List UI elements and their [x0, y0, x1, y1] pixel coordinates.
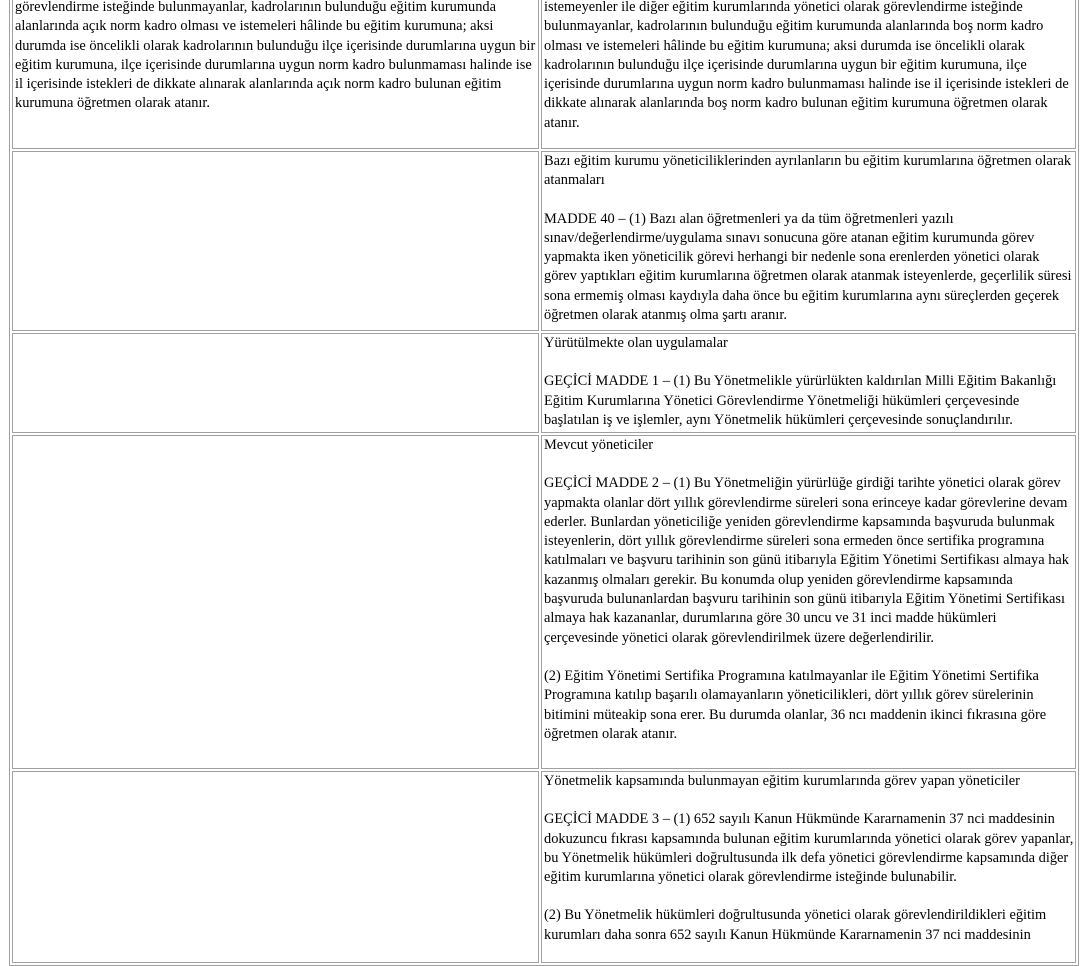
- paragraph: GEÇİCİ MADDE 3 – (1) 652 sayılı Kanun Hükmünde Kararnamenin 37 nci maddesinin dokuzuncu fıkrası kapsamında bulunan eğitim kurumlarında yönetici olarak görev yapanlar, bu Yönetmelik hükümleri doğrultusunda ilk defa yönetici görevlendirme kapsamında diğer eğitim kurumlarına yönetici olarak görevlendirme isteğinde bulunabilir.: [544, 811, 1074, 886]
- paragraph: istemeyenler ile diğer eğitim kurumlarında yönetici olarak görevlendirme isteğinde bulunmayanlar, kadrolarının bulunduğu eğitim kurumunda alanlarında boş norm kadro olması ve istemeleri hâlinde bu eğitim kurumuna; aksi durumda ise öncelikli olarak kadrolarının bulunduğu ilçe içerisinde durumlarına uygun bir eğitim kurumuna, ilçe içerisinde durumlarına uygun norm kadro bulunmaması halinde ise il içerisinde istekleri de dikkate alınarak alanlarında boş norm kadro bulunan eğitim kurumuna öğretmen olarak atanır.: [544, 0, 1069, 131]
- table-row: [12, 151, 1076, 331]
- paragraph-gap: [544, 887, 1074, 906]
- new-text-cell: [541, 151, 1076, 331]
- old-text-cell: [12, 771, 539, 963]
- table-row: [12, 0, 1076, 149]
- section-heading: Yürütülmekte olan uygulamalar: [544, 335, 728, 351]
- paragraph: GEÇİCİ MADDE 2 – (1) Bu Yönetmeliğin yürürlüğe girdiği tarihte yönetici olarak görev yapmakta olanlar dört yıllık görevlendirme süreleri sona erinceye kadar görevlerine devam ederler. Bunlardan yöneticiliğe yeniden görevlendirme kapsamında başvuruda bulunmak isteyenlerin, dört yıllık görevlendirme süreleri sona ermeden önce sertifika programına katılmaları ve başvuru tarihinin son günü itibarıyla Eğitim Yönetimi Sertifikası almaya hak kazanmış olmaları gerekir. Bu konumda olup yeniden görevlendirme kapsamında başvuruda bulunanlardan başvuru tarihinin son günü itibarıyla Eğitim Yönetimi Sertifikası almaya hak kazananlar, durumlarına göre 30 uncu ve 31 inci madde hükümleri çerçevesinde yönetici olarak görevlendirilmek üzere değerlendirilir.: [544, 475, 1070, 646]
- old-text-cell: [12, 0, 539, 149]
- old-text-cell: [12, 333, 539, 433]
- paragraph: (2) Eğitim Yönetimi Sertifika Programına katılmayanlar ile Eğitim Yönetimi Sertifika Programına katılıp başarılı olamayanların yöneticilikleri, dört yıllık görev sürelerinin bitimini müteakip sona erer. Bu durumda olanlar, 36 ncı maddenin ikinci fıkrasına göre öğretmen olarak atanır.: [544, 667, 1047, 742]
- comparison-table-body: [12, 0, 1076, 963]
- old-text-cell: [12, 435, 539, 769]
- paragraph: GEÇİCİ MADDE 1 – (1) Bu Yönetmelikle yürürlükten kaldırılan Milli Eğitim Bakanlığı Eğitim Kurumlarına Yönetici Görevlendirme Yönetmeliği hükümleri çerçevesinde başlatılan iş ve işlemler, aynı Yönetmelik hükümleri çerçevesinde sonuçlandırılır.: [544, 373, 1057, 428]
- comparison-table: [9, 0, 1079, 966]
- table-row: [12, 333, 1076, 433]
- paragraph: görevlendirme isteğinde bulunmayanlar, kadrolarının bulunduğu eğitim kurumunda alanlarında açık norm kadro olması ve istemeleri hâlinde bu eğitim kurumuna; aksi durumda ise öncelikli olarak kadrolarının bulunduğu ilçe içerisinde durumlarına uygun bir eğitim kurumuna, ilçe içerisinde durumlarına uygun norm kadro bulunmaması halinde ise il içerisinde istekleri de dikkate alınarak alanlarında açık norm kadro bulunan eğitim kurumuna öğretmen olarak atanır.: [15, 0, 536, 112]
- paragraph-gap: [544, 648, 1074, 667]
- new-text-cell: [541, 0, 1076, 149]
- section-heading: Mevcut yöneticiler: [544, 437, 654, 453]
- paragraph: (2) Bu Yönetmelik hükümleri doğrultusunda yönetici olarak görevlendirildikleri eğitim kurumları daha sonra 652 sayılı Kanun Hükmünde Kararnamenin 37 nci maddesinin: [544, 907, 1047, 943]
- paragraph: MADDE 40 – (1) Bazı alan öğretmenleri ya da tüm öğretmenleri yazılı sınav/değerlendirme/uygulama sınavı sonucuna göre atanan eğitim kurumunda görev yapmakta iken yöneticilik görevi herhangi bir nedenle sona erenlerden yönetici olarak görev yaptıkları eğitim kurumlarına öğretmen olarak atanmak isteyenlerde, geçerlilik süresi sona ermemiş olması kaydıyla daha önce bu eğitim kurumlarına aynı süreçlerden geçerek öğretmen olarak atanmış olma şartı aranır.: [544, 210, 1072, 324]
- paragraph-gap: [544, 191, 1074, 210]
- old-text-cell: [12, 151, 539, 331]
- section-heading: Bazı eğitim kurumu yöneticiliklerinden ayrılanların bu eğitim kurumlarına öğretmen olarak atanmaları: [544, 153, 1072, 189]
- new-text-cell: [541, 771, 1076, 963]
- table-row: [12, 435, 1076, 769]
- table-row: [12, 771, 1076, 963]
- paragraph-gap: [544, 455, 1074, 474]
- paragraph-gap: [544, 791, 1074, 810]
- paragraph-gap: [544, 353, 1074, 372]
- section-heading: Yönetmelik kapsamında bulunmayan eğitim kurumlarında görev yapan yöneticiler: [544, 773, 1020, 789]
- new-text-cell: [541, 435, 1076, 769]
- new-text-cell: [541, 333, 1076, 433]
